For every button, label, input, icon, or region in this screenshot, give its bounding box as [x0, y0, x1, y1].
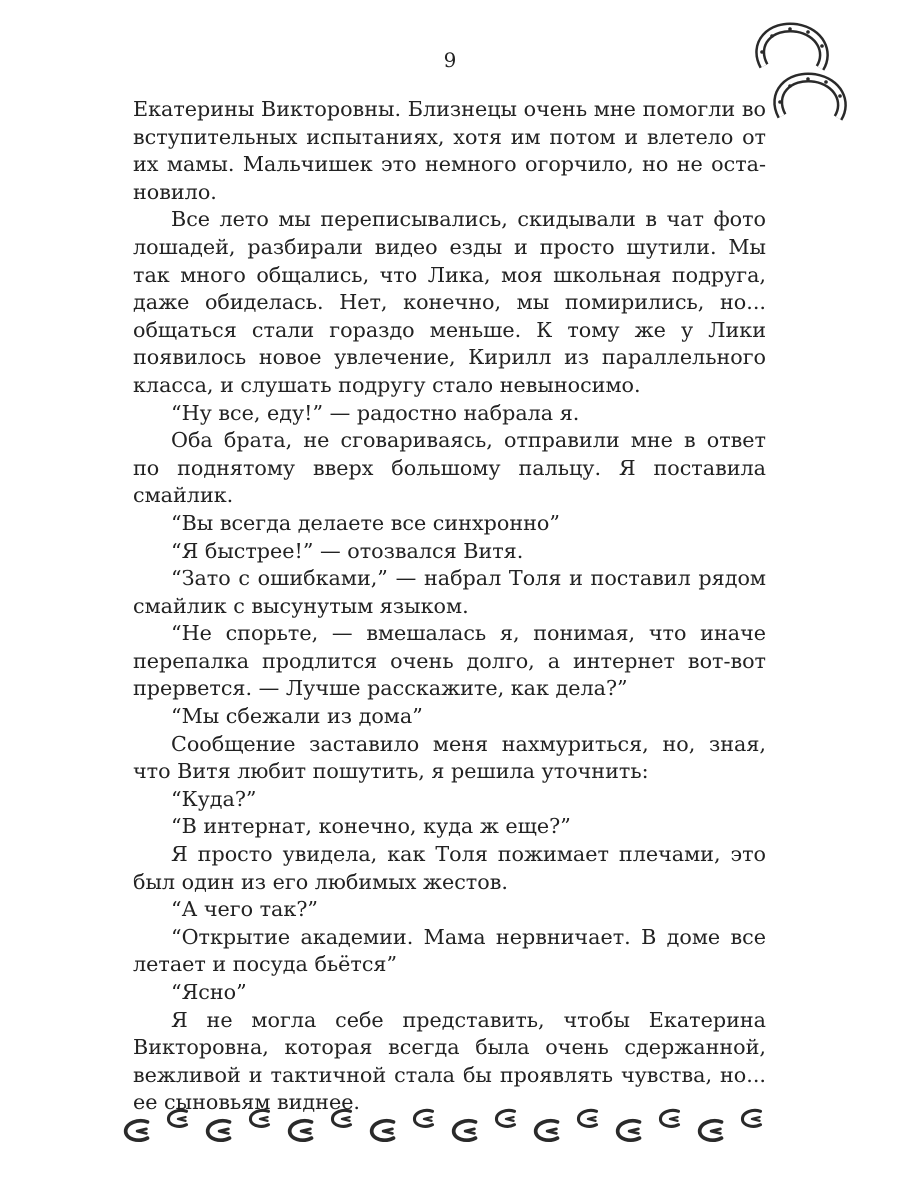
horseshoe-print-icon [250, 1110, 268, 1126]
horseshoe-prints-border [120, 1100, 780, 1150]
horseshoe-print-icon [742, 1110, 760, 1126]
paragraph: “Вы всегда делаете все синхронно” [171, 510, 560, 535]
horseshoe-print-icon [290, 1121, 312, 1140]
paragraph: Я просто увидела, как Толя пожимает плечами, это был один из его любимых жестов. [133, 842, 766, 894]
horseshoe-print-icon [126, 1121, 148, 1140]
horseshoe-print-icon [372, 1121, 394, 1140]
horseshoe-print-icon [578, 1110, 596, 1126]
paragraph: Я не могла себе представить, чтобы Екатерина Викторовна, которая всегда была очень сдержанной, вежливой и тактичной стала бы проявлять чувства, но... ее сыновьям виднее. [133, 1007, 766, 1115]
horseshoe-print-icon [700, 1121, 722, 1140]
paragraph: “Не спорьте, — вмешалась я, понимая, что иначе перепалка продлится очень долго, а интернет вот-вот прервется. — Лучше расскажите, как дела?” [133, 621, 766, 701]
horseshoe-print-icon [660, 1110, 678, 1126]
horseshoe-print-icon [454, 1121, 476, 1140]
paragraph: Все лето мы переписывались, скидывали в чат фото лошадей, разбирали видео езды и просто шутили. Мы так много общались, что Лика, моя школьная подруга, даже обиделась. Нет, конечно, мы помирились, но... общаться стали гораздо меньше. К тому же у Лики появилось новое увлечение, Кирилл из параллельного класса, и слушать подругу стало невыносимо. [133, 207, 766, 397]
paragraph: “Куда?” [171, 786, 257, 811]
page-number: 9 [443, 48, 457, 72]
paragraph: “Я быстрее!” — отозвался Витя. [171, 538, 524, 563]
horseshoe-print-icon [414, 1110, 432, 1126]
paragraph: “Мы сбежали из дома” [171, 704, 423, 729]
paragraph: Екатерины Викторовны. Близнецы очень мне помогли во вступительных испытаниях, хотя им потом и влетело от их мамы. Мальчишек это немного огорчило, но не остановило. [133, 97, 766, 204]
horseshoe-print-icon [536, 1121, 558, 1140]
page-text [133, 96, 766, 1117]
paragraph: “Открытие академии. Мама нервничает. В доме все летает и посуда бьётся” [133, 924, 766, 977]
horseshoe-print-icon [332, 1110, 350, 1126]
paragraph: Оба брата, не сговариваясь, отправили мне в ответ по поднятому вверх большому пальцу. Я поставила смайлик. [133, 428, 766, 508]
horseshoe-print-icon [208, 1121, 230, 1140]
horseshoe-print-icon [168, 1110, 186, 1126]
paragraph: “В интернат, конечно, куда ж еще?” [171, 814, 571, 839]
horseshoe-print-icon [496, 1110, 514, 1126]
paragraph: Сообщение заставило меня нахмуриться, но, зная, что Витя любит пошутить, я решила уточнить: [133, 731, 766, 784]
horseshoe-print-icon [618, 1121, 640, 1140]
paragraph: “Зато с ошибками,” — набрал Толя и поставил рядом смайлик с высунутым языком. [133, 566, 766, 618]
paragraph: “Ну все, еду!” — радостно набрала я. [171, 400, 580, 425]
paragraph: “Ясно” [171, 980, 247, 1004]
paragraph: “А чего так?” [171, 897, 318, 922]
